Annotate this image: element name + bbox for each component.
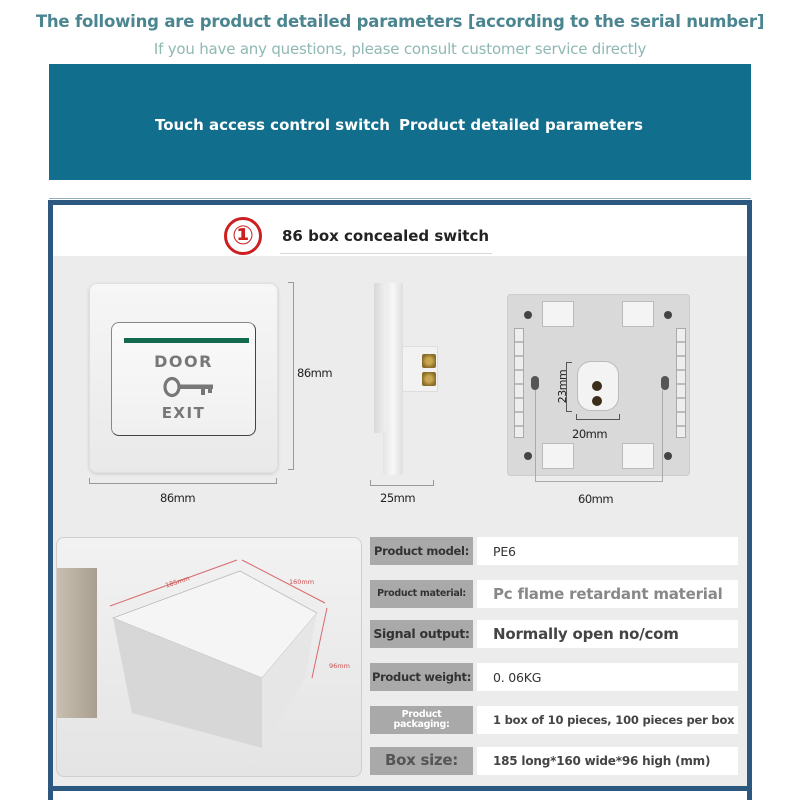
spec-label: Product model: bbox=[370, 537, 473, 565]
hole-spacing-label: 60mm bbox=[578, 492, 614, 506]
box-illustration bbox=[57, 538, 362, 777]
hole-spacing-line bbox=[535, 390, 663, 482]
spec-value: PE6 bbox=[477, 537, 738, 565]
indicator-bar bbox=[124, 338, 249, 343]
spec-row-model bbox=[370, 537, 738, 565]
section-number-badge: ① bbox=[224, 217, 262, 255]
spec-row-material bbox=[370, 580, 738, 608]
depth-dimension-line bbox=[370, 480, 434, 486]
spec-row-weight bbox=[370, 663, 738, 691]
terminal-width-label: 20mm bbox=[572, 427, 608, 441]
packaging-box-photo bbox=[56, 537, 362, 777]
spec-value: Pc flame retardant material bbox=[477, 580, 738, 608]
section-underline bbox=[280, 253, 492, 254]
mount-slot bbox=[531, 376, 539, 390]
section-title: 86 box concealed switch bbox=[282, 227, 490, 245]
spec-label: Signal output: bbox=[370, 620, 473, 648]
spec-value: 0. 06KG bbox=[477, 663, 738, 691]
terminal-screw-icon bbox=[422, 372, 436, 386]
switch-side-plate bbox=[383, 283, 403, 475]
spec-value: 185 long*160 wide*96 high (mm) bbox=[477, 747, 738, 775]
width-dimension-line bbox=[89, 478, 277, 484]
screw-hole bbox=[664, 311, 672, 319]
banner-section-name: Product detailed parameters bbox=[399, 116, 643, 134]
screw-hole bbox=[524, 452, 532, 460]
spec-row-signal bbox=[370, 620, 738, 648]
exit-label: EXIT bbox=[161, 404, 206, 422]
key-icon bbox=[163, 376, 215, 398]
switch-side-button bbox=[374, 283, 386, 433]
spec-label: Product weight: bbox=[370, 663, 473, 691]
door-label: DOOR bbox=[154, 352, 213, 371]
spec-value: Normally open no/com bbox=[477, 620, 738, 648]
spec-row-box-size bbox=[370, 747, 738, 775]
spec-label: Product packaging: bbox=[370, 706, 473, 734]
mount-slot bbox=[661, 376, 669, 390]
spec-label: Product material: bbox=[370, 580, 473, 608]
box-length-label: 185mm bbox=[164, 574, 191, 590]
depth-dimension-label: 25mm bbox=[380, 491, 416, 505]
height-dimension-line bbox=[288, 282, 294, 470]
terminal-height-label: 23mm bbox=[556, 369, 570, 404]
width-dimension-label: 86mm bbox=[160, 491, 196, 505]
mount-bracket bbox=[542, 301, 574, 327]
side-rail bbox=[514, 328, 524, 438]
frame-bottom-border bbox=[48, 786, 752, 791]
screw-hole bbox=[524, 311, 532, 319]
mount-bracket bbox=[622, 301, 654, 327]
spec-row-packaging bbox=[370, 706, 738, 734]
terminal-screw-icon bbox=[422, 354, 436, 368]
screw-hole bbox=[664, 452, 672, 460]
box-width-label: 160mm bbox=[289, 578, 315, 586]
side-rail bbox=[676, 328, 686, 438]
spec-value: 1 box of 10 pieces, 100 pieces per box bbox=[477, 706, 738, 734]
page-title: The following are product detailed parameters [according to the serial number] bbox=[35, 12, 765, 31]
box-height-label: 96mm bbox=[329, 662, 350, 670]
divider bbox=[49, 198, 751, 199]
banner-product-name: Touch access control switch bbox=[155, 116, 390, 134]
spec-label: Box size: bbox=[370, 747, 473, 775]
height-dimension-label: 86mm bbox=[297, 366, 333, 380]
page-subtitle: If you have any questions, please consult customer service directly bbox=[153, 40, 647, 58]
